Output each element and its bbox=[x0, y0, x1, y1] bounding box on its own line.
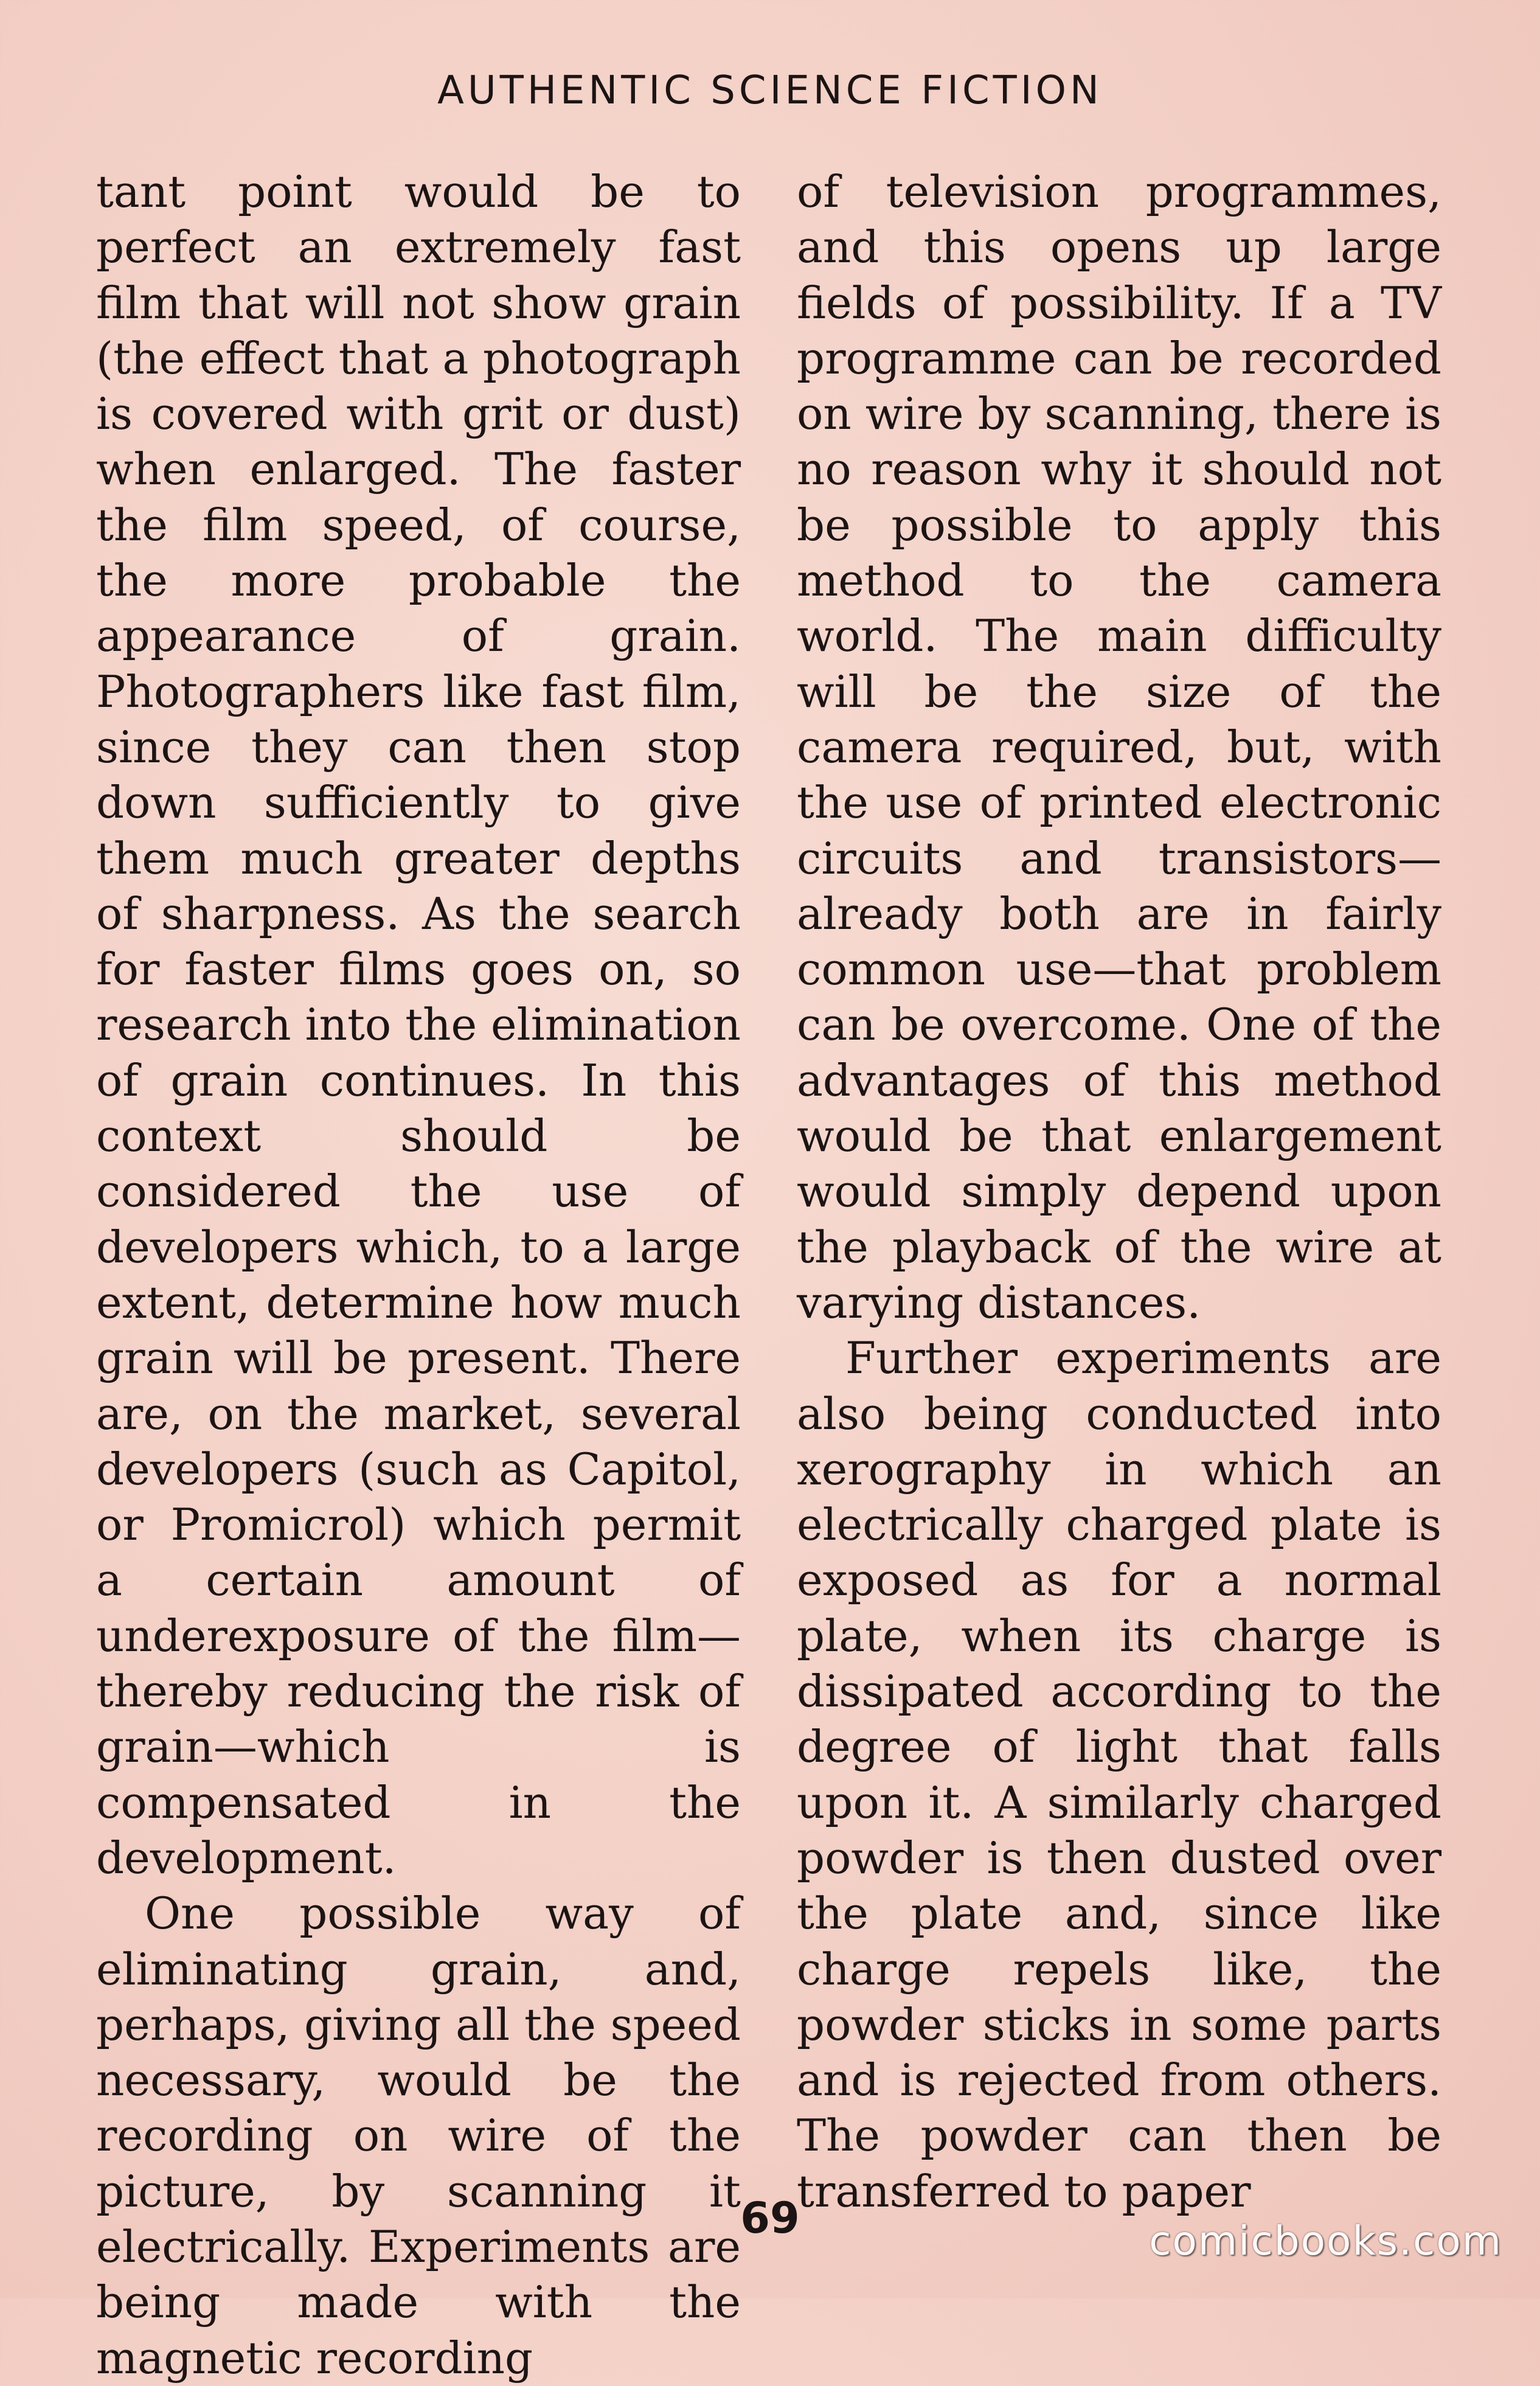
right-paragraph-1: of television programmes, and this opens up large fields of possibility. If a TV programme can be recorded on wire by scanning, there is no reason why it should not be possible to apply this method to the camera world. The main difficulty will be the size of the camera required, but, with the use of printed electronic circuits and transistors—already both are in fairly common use—that problem can be overcome. One of the advantages of this method would be that enlargement would simply depend upon the playback of the wire at varying distances. bbox=[797, 166, 1441, 1328]
left-paragraph-2: One possible way of eliminating grain, and, perhaps, giving all the speed necessary, would be the recording on wire of the picture, by scanning it electrically. Experiments are being made with the magnetic recording bbox=[96, 1888, 741, 2384]
watermark: comicbooks.com bbox=[1149, 2217, 1502, 2264]
running-title: AUTHENTIC SCIENCE FICTION bbox=[437, 68, 1103, 113]
page-number: 69 bbox=[740, 2193, 800, 2243]
right-column bbox=[797, 164, 1441, 2219]
left-column bbox=[96, 164, 741, 2386]
left-paragraph-1: tant point would be to perfect an extremely fast film that will not show grain (the effect that a photograph is covered with grit or dust) when enlarged. The faster the film speed, of course, the more probable the appearance of grain. Photographers like fast film, since they can then stop down sufficiently to give them much greater depths of sharpness. As the search for faster films goes on, so research into the elimination of grain continues. In this context should be considered the use of developers which, to a large extent, determine how much grain will be present. There are, on the market, several developers (such as Capitol, or Promicrol) which permit a certain amount of underexposure of the film—thereby reducing the risk of grain—which is compensated in the development. bbox=[96, 166, 741, 1883]
right-paragraph-2: Further experiments are also being conducted into xerography in which an electrically charged plate is exposed as for a normal plate, when its charge is dissipated according to the degree of light that falls upon it. A similarly charged powder is then dusted over the plate and, since like charge repels like, the powder sticks in some parts and is rejected from others. The powder can then be transferred to paper bbox=[797, 1332, 1441, 2217]
